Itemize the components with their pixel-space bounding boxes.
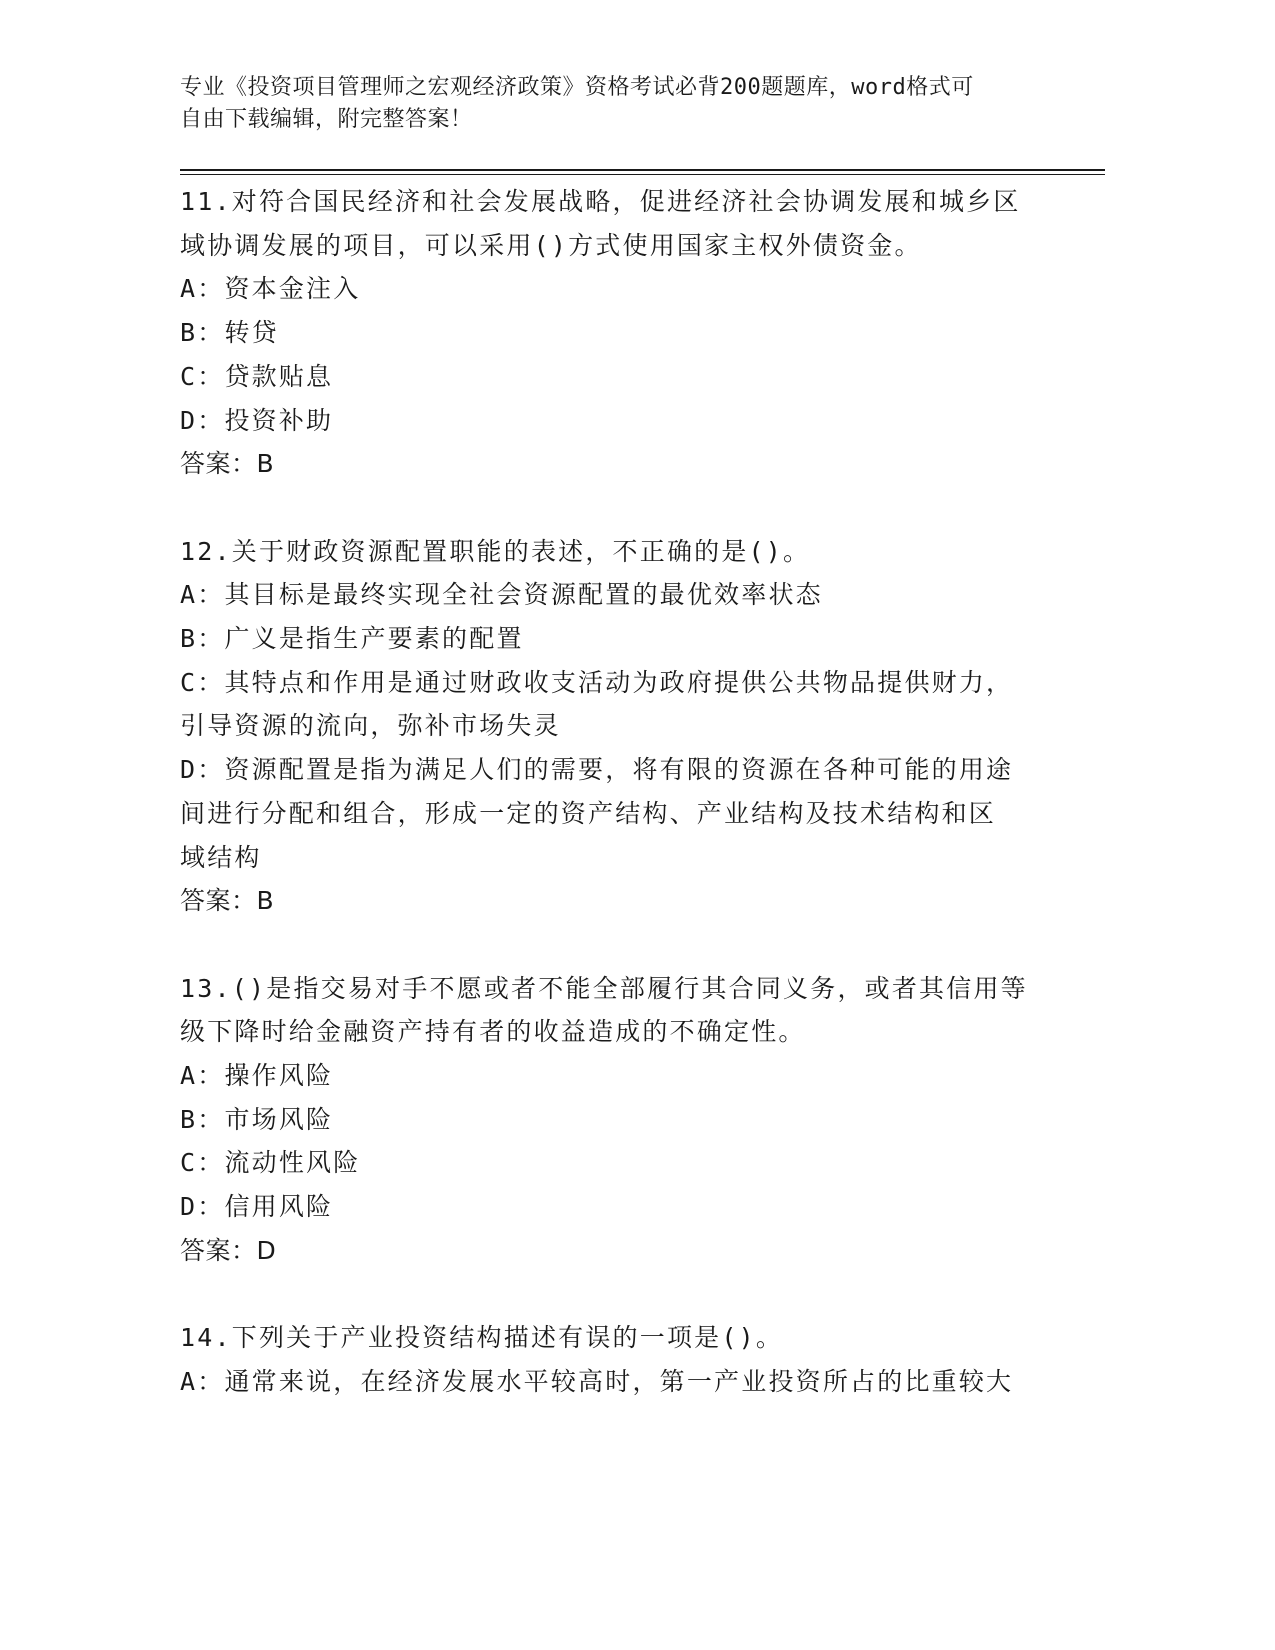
- question-stem: 级下降时给金融资产持有者的收益造成的不确定性。: [180, 1017, 806, 1047]
- question-list: [180, 180, 1030, 1404]
- header-divider-thick: [180, 169, 1105, 171]
- document-header: [180, 72, 1040, 136]
- answer-line: 答案：B: [180, 449, 275, 479]
- question-block: [180, 967, 1030, 1273]
- header-line-2: 自由下载编辑，附完整答案！: [180, 107, 473, 132]
- question-stem: 域协调发展的项目，可以采用()方式使用国家主权外债资金。: [180, 230, 922, 260]
- option-c-continued: 引导资源的流向，弥补市场失灵: [180, 711, 561, 741]
- question-stem: 13.()是指交易对手不愿或者不能全部履行其合同义务，或者其信用等: [180, 973, 1028, 1003]
- option-a: A：其目标是最终实现全社会资源配置的最优效率状态: [180, 580, 823, 610]
- option-c: C：流动性风险: [180, 1148, 361, 1178]
- question-stem: 12.关于财政资源配置职能的表述，不正确的是()。: [180, 536, 811, 566]
- question-block: [180, 1316, 1030, 1403]
- option-c: C：贷款贴息: [180, 361, 334, 391]
- question-spacer: [180, 923, 1030, 967]
- question-spacer: [180, 486, 1030, 530]
- option-d: D：信用风险: [180, 1192, 334, 1222]
- option-d: D：投资补助: [180, 405, 334, 435]
- answer-line: 答案：B: [180, 886, 275, 916]
- question-spacer: [180, 1273, 1030, 1317]
- option-a: A：通常来说，在经济发展水平较高时，第一产业投资所占的比重较大: [180, 1366, 1014, 1396]
- option-a: A：资本金注入: [180, 274, 361, 304]
- option-a: A：操作风险: [180, 1061, 334, 1091]
- option-b: B：市场风险: [180, 1104, 334, 1134]
- header-divider-thin: [180, 174, 1105, 175]
- question-block: [180, 530, 1030, 923]
- option-c: C：其特点和作用是通过财政收支活动为政府提供公共物品提供财力，: [180, 667, 1014, 697]
- question-stem: 14.下列关于产业投资结构描述有误的一项是()。: [180, 1323, 784, 1353]
- option-b: B：转贷: [180, 318, 279, 348]
- option-d-continued: 域结构: [180, 842, 262, 872]
- question-stem: 11.对符合国民经济和社会发展战略，促进经济社会协调发展和城乡区: [180, 187, 1021, 216]
- answer-line: 答案：D: [180, 1235, 277, 1265]
- question-block: [180, 180, 1030, 486]
- header-line-1: 专业《投资项目管理师之宏观经济政策》资格考试必背200题题库，word格式可: [180, 75, 974, 100]
- option-d: D：资源配置是指为满足人们的需要，将有限的资源在各种可能的用途: [180, 755, 1014, 785]
- option-d-continued: 间进行分配和组合，形成一定的资产结构、产业结构及技术结构和区: [180, 798, 997, 828]
- option-b: B：广义是指生产要素的配置: [180, 624, 524, 654]
